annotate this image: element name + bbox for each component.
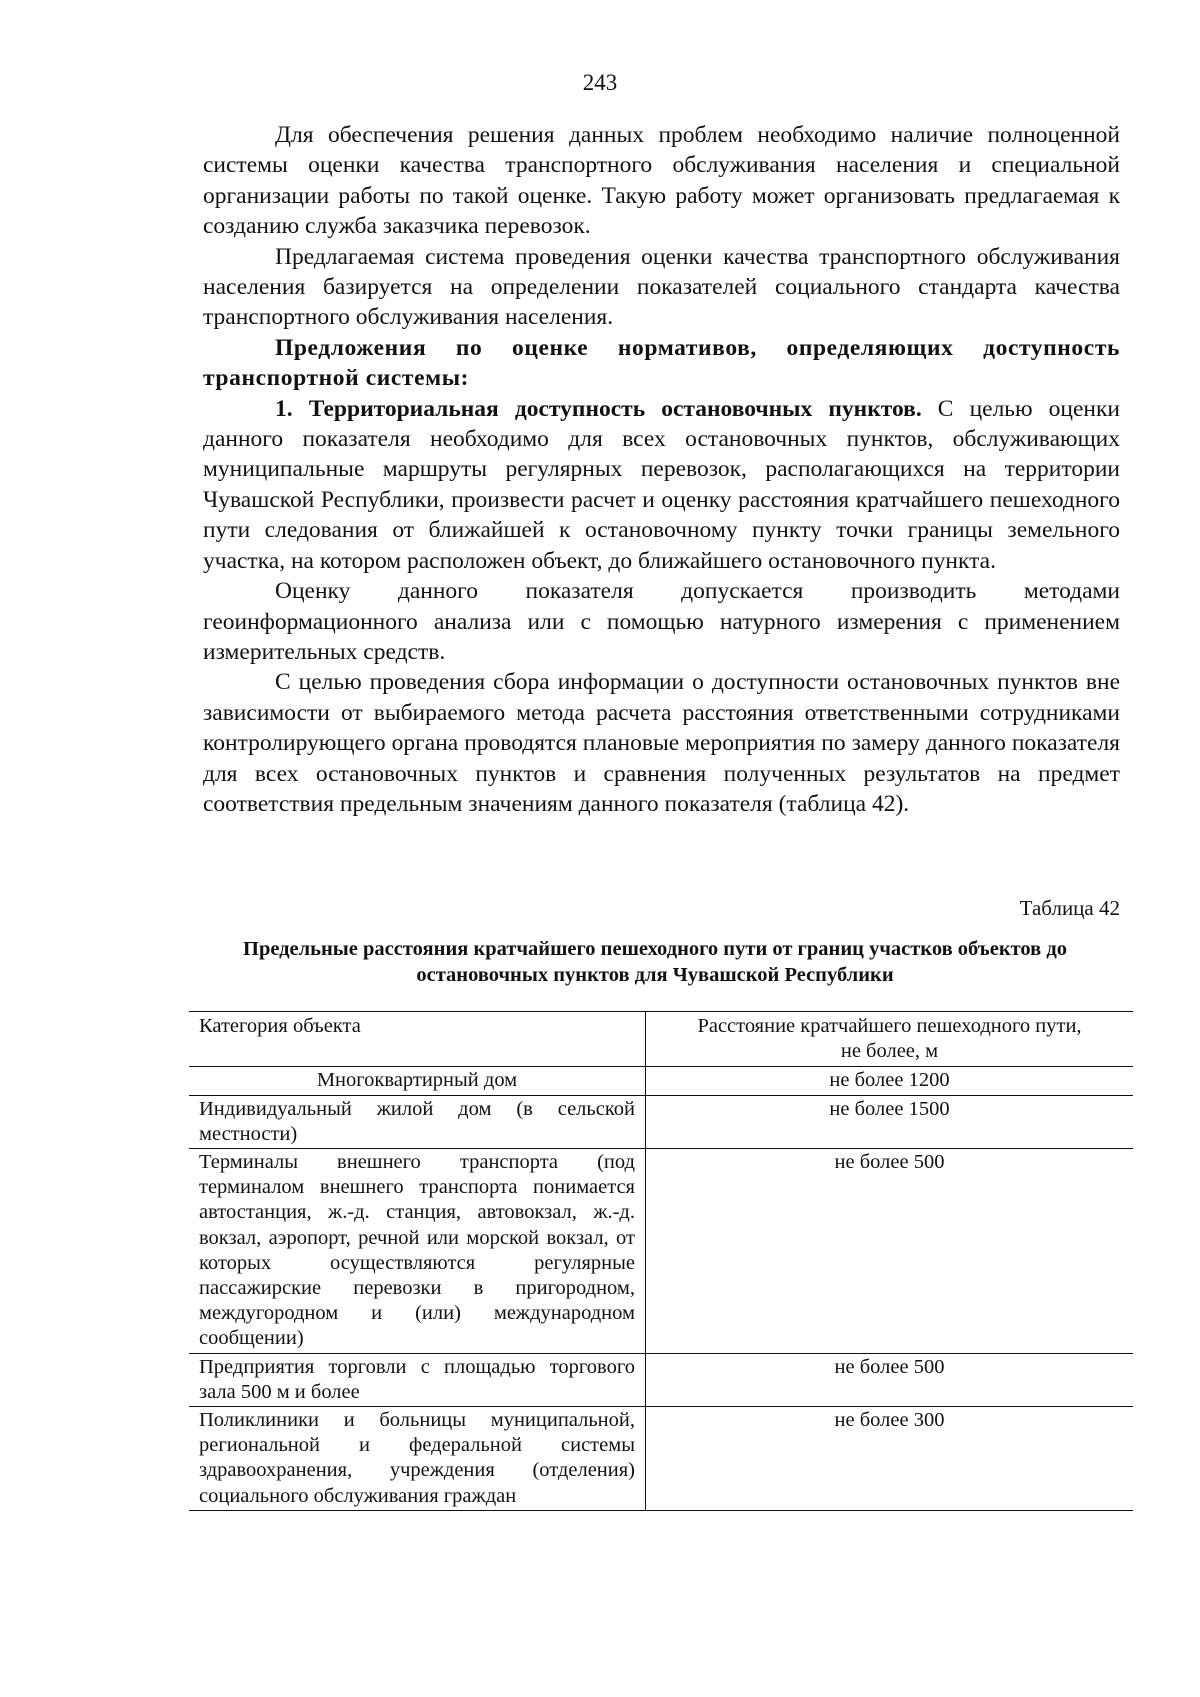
cell-distance: не более 1200 (646, 1067, 1134, 1095)
header-distance-line: Расстояние кратчайшего пешеходного пути, (697, 1015, 1082, 1037)
cell-distance: не более 300 (646, 1407, 1134, 1511)
section-heading (203, 333, 1120, 394)
paragraph (203, 394, 1120, 576)
cell-category: Индивидуальный жилой дом (в сельской местности) (189, 1095, 646, 1148)
subheading-territorial-accessibility: 1. Территориальная доступность остановочных пунктов. (275, 395, 922, 422)
page-number: 243 (582, 70, 618, 95)
header-distance (646, 1012, 1134, 1067)
table-row (189, 1095, 1133, 1148)
paragraph: Оценку данного показателя допускается производить методами геоинформационного анализа или с помощью натурного измерения с применением измерительных средств. (203, 578, 1120, 665)
table-row (189, 1353, 1133, 1406)
distance-table (189, 1011, 1133, 1511)
header-category: Категория объекта (189, 1012, 646, 1067)
paragraph: С целью проведения сбора информации о доступности остановочных пунктов вне зависимости от выбираемого метода расчета расстояния ответственными сотрудниками контролирующего органа проводятся плановые мероприятия по замеру данного показателя для всех остановочных пунктов и сравнения полученных результатов на предмет соответствия предельным значениям данного показателя (таблица 42). (203, 669, 1120, 817)
cell-category: Многоквартирный дом (189, 1067, 646, 1095)
table-title-line: остановочных пунктов для Чувашской Республики (416, 964, 894, 986)
cell-category: Терминалы внешнего транспорта (под терминалом внешнего транспорта понимается автостанция, ж.-д. станция, автовокзал, ж.-д. вокзал, аэропорт, речной или морской вокзал, от которых осуществляются регулярные пассажирские перевозки в пригородном, междугородном и (или) международном сообщении) (189, 1149, 646, 1354)
cell-category: Поликлиники и больницы муниципальной, региональной и федеральной системы здравоохранения, учреждения (отделения) социального обслуживания граждан (189, 1407, 646, 1511)
section-heading-text: Предложения по оценке нормативов, определяющих доступность транспортной системы: (203, 334, 1120, 392)
cell-distance: не более 1500 (646, 1095, 1134, 1148)
table-title (190, 936, 1120, 988)
cell-category: Предприятия торговли с площадью торгового зала 500 м и более (189, 1353, 646, 1406)
paragraph: Для обеспечения решения данных проблем необходимо наличие полноценной системы оценки качества транспортного обслуживания населения и специальной организации работы по такой оценке. Такую работу может организовать предлагаемая к созданию служба заказчика перевозок. (203, 122, 1120, 240)
cell-distance: не более 500 (646, 1149, 1134, 1354)
header-distance-line: не более, м (840, 1040, 939, 1063)
table-row (189, 1407, 1133, 1511)
paragraph: Предлагаемая система проведения оценки качества транспортного обслуживания населения базируется на определении показателей социального стандарта качества транспортного обслуживания населения. (203, 243, 1120, 331)
body-text (203, 120, 1120, 819)
cell-distance: не более 500 (646, 1353, 1134, 1406)
table-row (189, 1149, 1133, 1354)
paragraph-text: С целью оценки данного показателя необходимо для всех остановочных пунктов, обслуживающих муниципальные маршруты регулярных перевозок, располагающихся на территории Чувашской Республики, произвести расчет и оценку расстояния кратчайшего пешеходного пути следования от ближайшей к остановочному пункту точки границы земельного участка, на котором расположен объект, до ближайшего остановочного пункта. (203, 395, 1120, 574)
table-title-line: Предельные расстояния кратчайшего пешеходного пути от границ участков объектов до (243, 938, 1067, 960)
table-row (189, 1067, 1133, 1095)
table-header-row (189, 1012, 1133, 1067)
table-label: Таблица 42 (1019, 896, 1120, 920)
